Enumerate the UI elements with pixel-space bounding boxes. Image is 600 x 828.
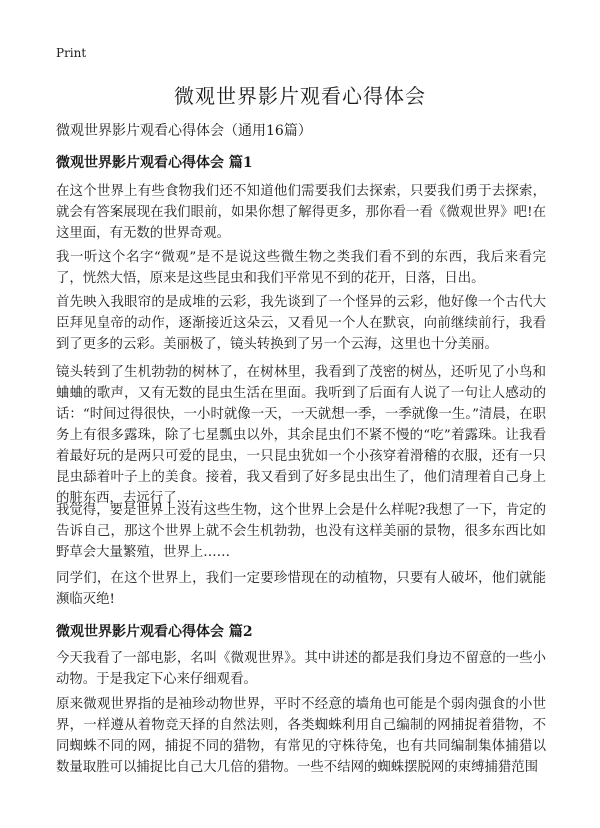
print-link[interactable]: Print (56, 46, 87, 60)
paragraph: 今天我看了一部电影，名叫《微观世界》。其中讲述的都是我们身边不留意的一些小动物。于是我定下心来仔细观看。 (56, 651, 546, 687)
document-subtitle: 微观世界影片观看心得体会（通用16篇） (56, 123, 312, 139)
paragraph: 在这个世界上有些食物我们还不知道他们需要我们去探索，只要我们勇于去探索，就会有答案展现在我们眼前，如果你想了解得更多，那你看一看《微观世界》吧!在这里面，有无数的世界奇观。 (56, 184, 546, 241)
paragraph: 我觉得，要是世界上没有这些生物，这个世界上会是什么样呢?我想了一下，肯定的告诉自己，那这个世界上就不会生机勃勃，也没有这样美丽的景物，很多东西比如野草会大量繁殖，世界上…… (56, 503, 546, 560)
page-title: 微观世界影片观看心得体会 (174, 84, 426, 108)
paragraph: 原来微观世界指的是袖珍动物世界，平时不经意的墙角也可能是个弱肉强食的小世界，一样遵从着物竞天择的自然法则，各类蜘蛛利用自己编制的网捕捉着猎物，不同蜘蛛不同的网，捕捉不同的猎物，有常见的守株待兔，也有共同编制集体捕猎以数量取胜可以捕捉比自己大几倍的猎物。一些不结网的蜘蛛摆脱网的束缚捕猎范围 (56, 697, 546, 775)
paragraph: 同学们，在这个世界上，我们一定要珍惜现在的动植物，只要有人破坏，他们就能濒临灭绝! (56, 571, 546, 607)
section-heading-2: 微观世界影片观看心得体会 篇2 (56, 624, 253, 640)
paragraph: 我一听这个名字“微观”是不是说这些微生物之类我们看不到的东西，我后来看完了，恍然大悟，原来是这些昆虫和我们平常见不到的花开，日落，日出。 (56, 250, 546, 286)
section-heading-1: 微观世界影片观看心得体会 篇1 (56, 155, 253, 171)
paragraph: 首先映入我眼帘的是成堆的云彩，我先谈到了一个怪异的云彩，他好像一个古代大臣拜见皇帝的动作，逐渐接近这朵云，又看见一个人在默哀，向前继续前行，我看到了更多的云彩。美丽极了，镜头转换到了另一个云海，这里也十分美丽。 (56, 295, 546, 352)
paragraph: 镜头转到了生机勃勃的树林了，在树林里，我看到了茂密的树丛，还听见了小鸟和蛐蛐的歌声，又有无数的昆虫生活在里面。我听到了后面有人说了一句让人感动的话：“时间过得很快，一小时就像一天，一天就想一季，一季就像一生。”清晨，在职务上有很多露珠，除了七星瓢虫以外，其余昆虫们不紧不慢的“吃”着露珠。让我看着最好玩的是两只可爱的昆虫，一只昆虫犹如一个小孩穿着滑稽的衣服，还有一只昆虫舔着叶子上的美食。接着，我又看到了好多昆虫出生了，他们清理着自己身上的脏东西，去远行了…… (56, 365, 546, 506)
